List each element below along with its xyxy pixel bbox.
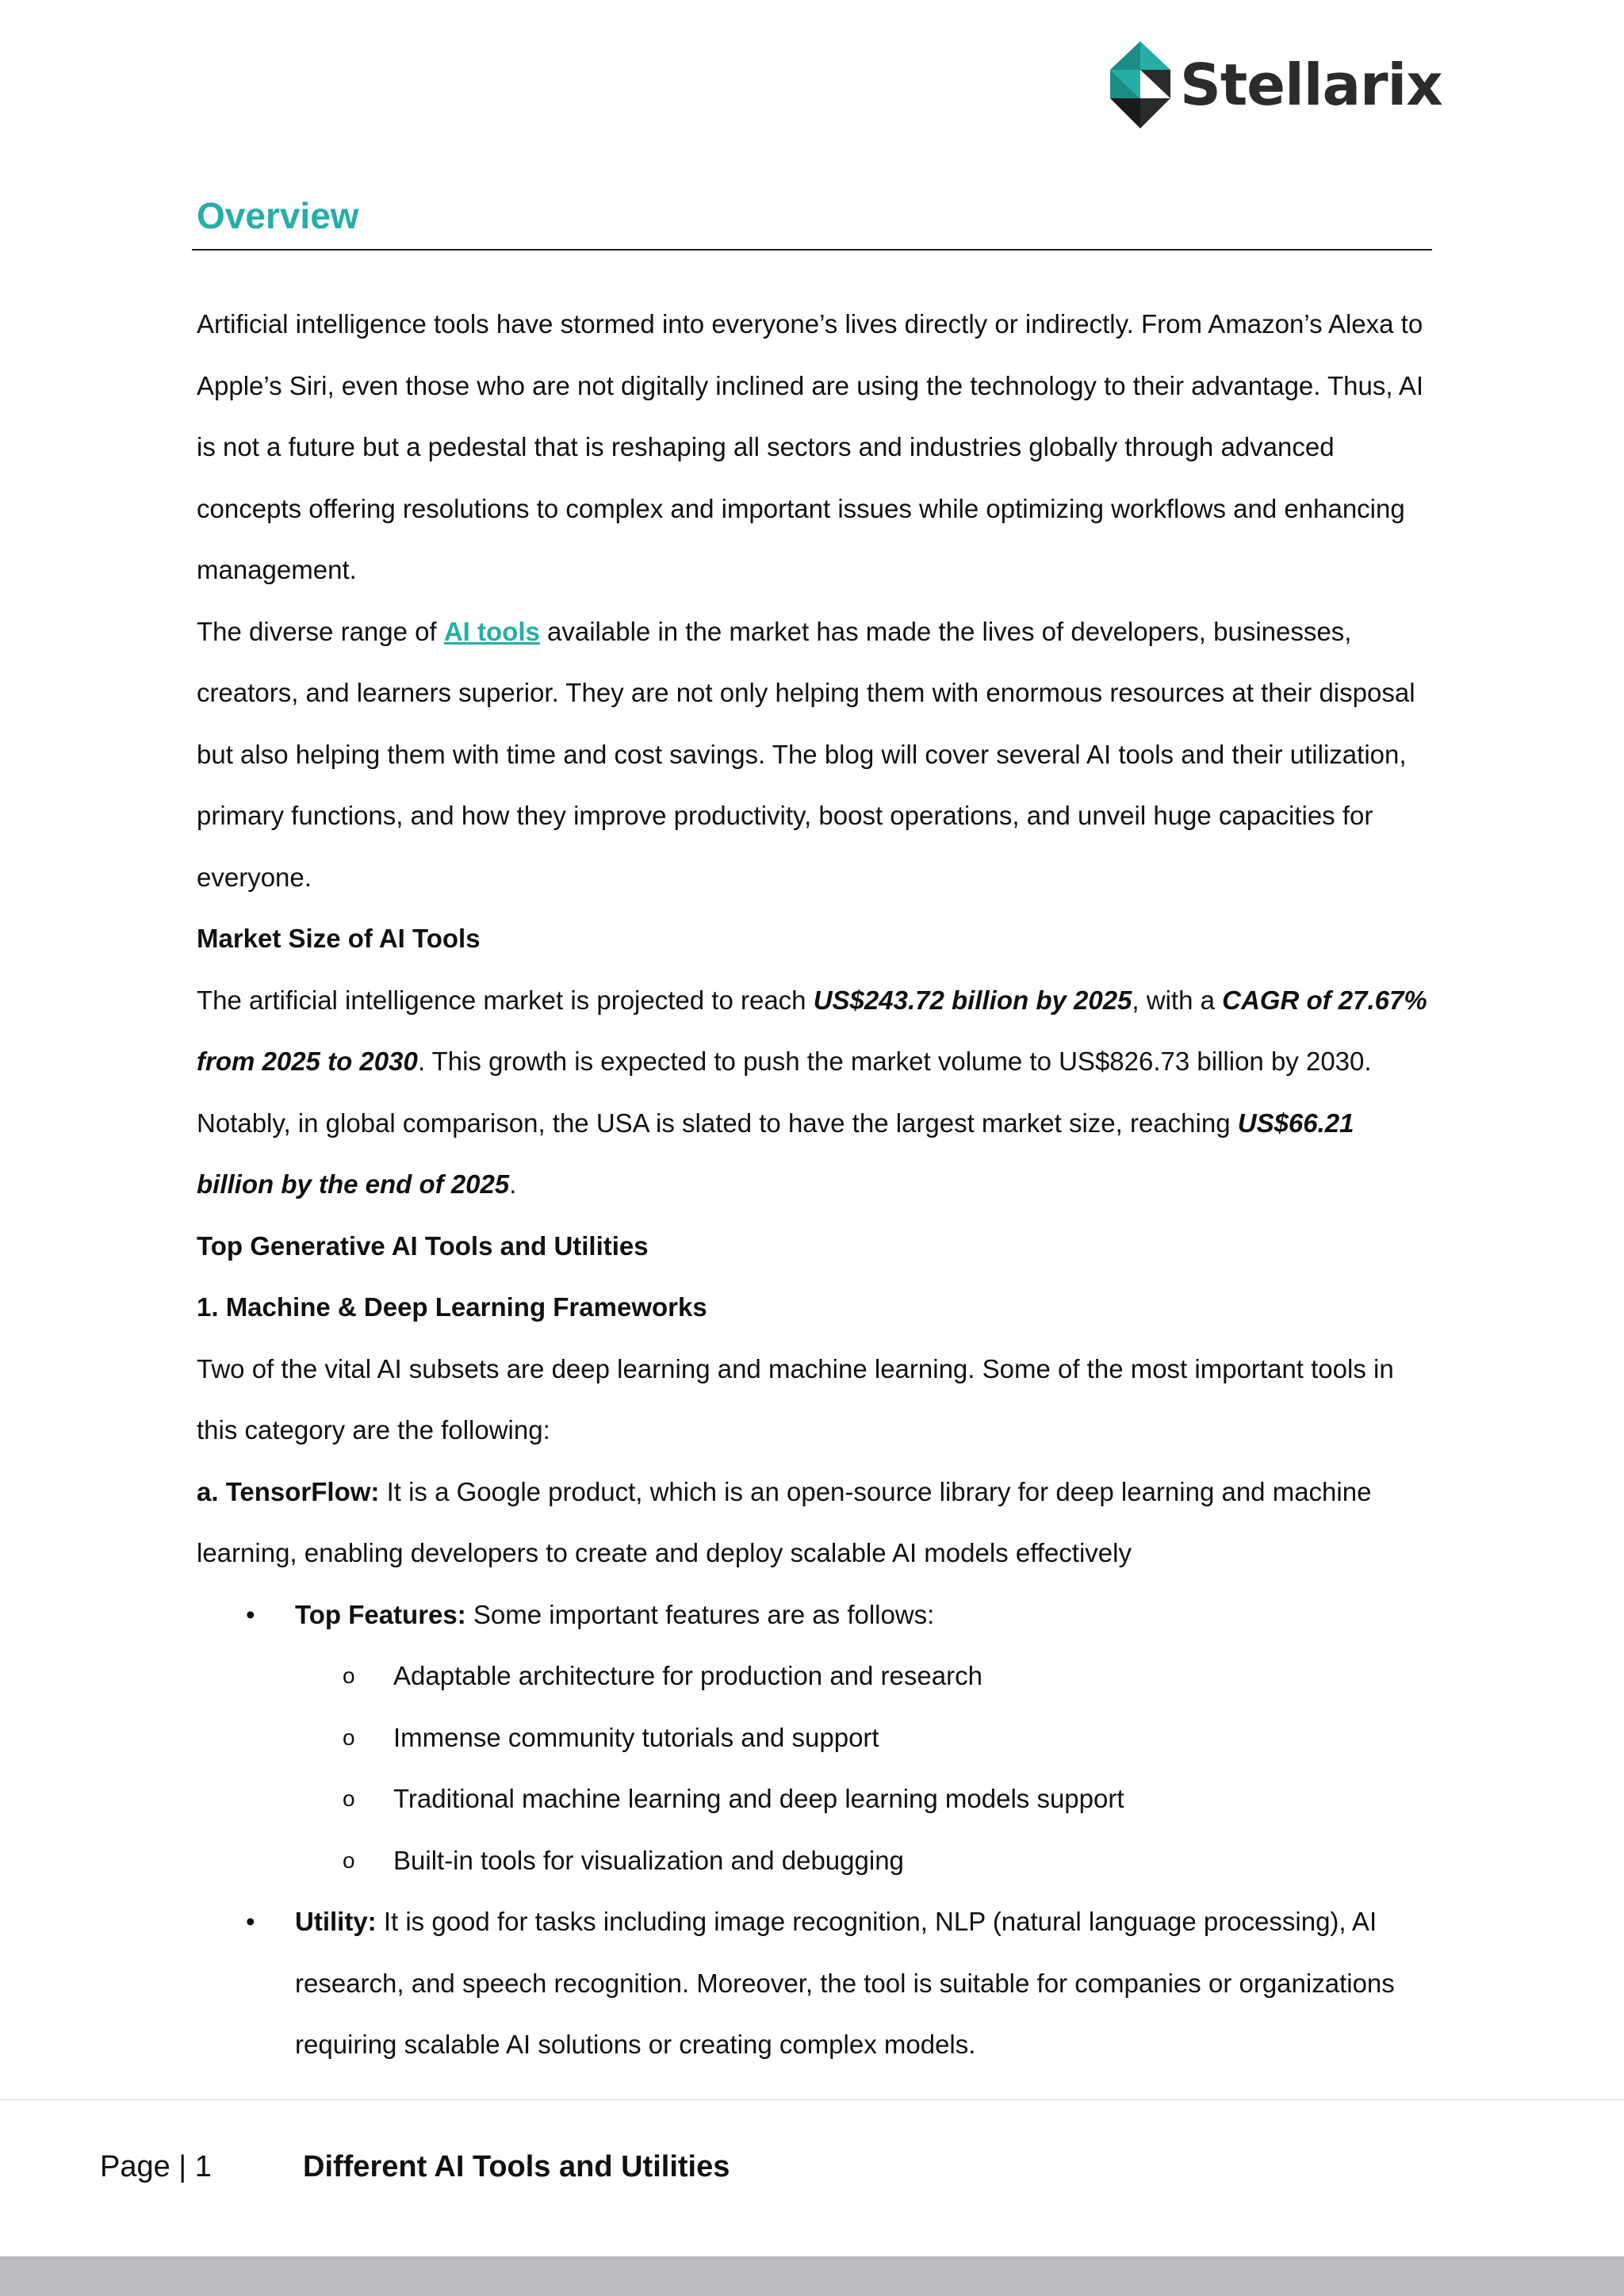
bullet-circle-icon: o [343,1724,355,1750]
section-1-intro: Two of the vital AI subsets are deep learning and machine learning. Some of the most important tools in this category are the following: [197,1353,1394,1445]
bullet-circle-icon: o [343,1847,355,1873]
bullet-circle-icon: o [343,1786,355,1811]
tensorflow-paragraph: a. TensorFlow: It is a Google product, which is an open-source library for deep learning and machine learning, enabling developers to create and deploy scalable AI models effectively [197,1476,1372,1567]
list-item: o Adaptable architecture for production and research [295,1645,1434,1707]
list-item: o Built-in tools for visualization and debugging [295,1830,1434,1892]
section-heading: Overview [197,195,359,236]
page-number: Page | 1 [100,2150,212,2183]
bullet-dot-icon: • [246,1599,255,1629]
list-item: • Top Features: Some important features are as follows: o Adaptable architecture for production and research o Immense community tutorials and support o Traditional machine learning and deep learning models support o Built-in tools for visualization and debugging [197,1584,1434,1892]
intro-paragraph-2: The diverse range of AI tools available in the market has made the lives of developers, businesses, creators, and learners superior. They are not only helping them with enormous resources at their disposal but also helping them with time and cost savings. The blog will cover several AI tools and their utilization, primary functions, and how they improve productivity, boost operations, and unveil huge capacities for everyone. [197,616,1415,892]
heading-divider [192,249,1432,251]
footer-title: Different AI Tools and Utilities [303,2150,730,2183]
stellarix-logo-icon [1110,41,1170,128]
stellarix-logo [1110,41,1442,128]
market-size-paragraph: The artificial intelligence market is projected to reach US$243.72 billion by 2025, with a CAGR of 27.67% from 2025 to 2030. This growth is expected to push the market volume to US$826.73 billion by 2030. Notably, in global comparison, the USA is slated to have the largest market size, reaching US$66.21 billion by the end of 2025. [197,985,1427,1199]
list-item: o Traditional machine learning and deep learning models support [295,1768,1434,1830]
bullet-dot-icon: • [246,1907,255,1936]
section-1-title: 1. Machine & Deep Learning Frameworks [197,1292,707,1322]
list-item: o Immense community tutorials and support [295,1707,1434,1769]
ai-tools-link[interactable]: AI tools [443,616,540,646]
features-sublist [295,1645,1434,1891]
market-size-title: Market Size of AI Tools [197,924,481,953]
viewer-background-strip [0,2256,1624,2296]
tensorflow-bullet-list [197,1584,1434,2076]
logo-wordmark: Stellarix [1180,52,1442,118]
bullet-circle-icon: o [343,1663,355,1688]
top-tools-title: Top Generative AI Tools and Utilities [197,1230,649,1261]
footer-divider [0,2099,1624,2100]
intro-paragraph-1: Artificial intelligence tools have stormed into everyone’s lives directly or indirectly. From Amazon’s Alexa to Apple’s Siri, even those who are not digitally inclined are using the technology to their advantage. Thus, AI is not a future but a pedestal that is reshaping all sectors and industries globally through advanced concepts offering resolutions to complex and important issues while optimizing workflows and enhancing management. [197,309,1424,584]
list-item: • Utility: It is good for tasks including image recognition, NLP (natural language processing), AI research, and speech recognition. Moreover, the tool is suitable for companies or organizations requiring scalable AI solutions or creating complex models. [197,1891,1434,2076]
document-body [197,293,1434,2076]
